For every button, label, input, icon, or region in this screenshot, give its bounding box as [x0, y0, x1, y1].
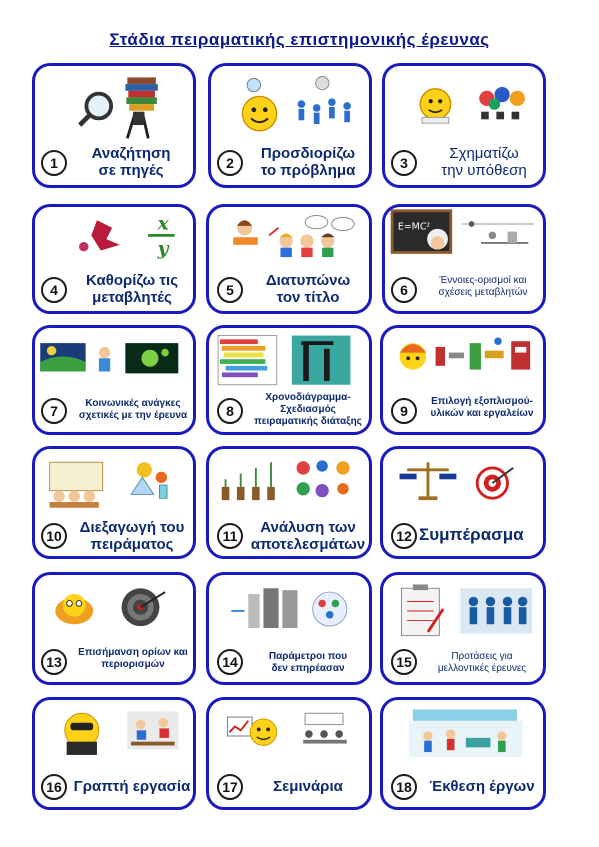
stage-card-10 — [32, 446, 196, 559]
stage-label: Προσδιορίζω το πρόβλημα — [260, 145, 356, 179]
stage-number: 2 — [217, 150, 243, 176]
stage-card-7 — [32, 325, 196, 435]
stage-card-18 — [380, 697, 546, 810]
stage-card-12 — [380, 446, 546, 559]
page-title: Στάδια πειραματικής επιστημονικής έρευνας — [109, 30, 490, 49]
stage-card-3 — [382, 63, 546, 188]
stage-number: 3 — [391, 150, 417, 176]
svg-text:E=MC²: E=MC² — [397, 221, 431, 233]
stage-label: Αναζήτηση σε πηγές — [91, 145, 171, 179]
stage-number: 7 — [41, 398, 67, 424]
stage-number: 8 — [217, 398, 243, 424]
stage-card-16 — [32, 697, 196, 810]
stage-card-1 — [32, 63, 196, 188]
stage-card-2 — [208, 63, 372, 188]
stage-label: Συμπέρασμα — [419, 525, 524, 544]
stage-number: 1 — [41, 150, 67, 176]
stage-card-17 — [206, 697, 372, 810]
stage-label: Γραπτή εργασία — [73, 778, 191, 795]
stage-number: 6 — [391, 277, 417, 303]
stage-label: Παράμετροι που δεν επηρέασαν — [268, 651, 348, 674]
stage-label: Προτάσεις για μελλοντικές έρευνες — [437, 651, 527, 674]
stage-card-11 — [206, 446, 372, 559]
stage-number: 11 — [217, 523, 243, 549]
stage-label: Διεξαγωγή του πειράματος — [79, 519, 185, 553]
stage-number: 5 — [217, 277, 243, 303]
stage-card-9 — [380, 325, 546, 435]
stage-label: Καθορίζω τις μεταβλητές — [86, 272, 178, 306]
stage-number: 4 — [41, 277, 67, 303]
stage-card-4 — [32, 204, 196, 314]
stage-number: 13 — [41, 649, 67, 675]
stage-number: 14 — [217, 649, 243, 675]
stage-card-5 — [206, 204, 372, 314]
stage-number: 17 — [217, 774, 243, 800]
stage-label: Ανάλυση των αποτελεσμάτων — [250, 519, 366, 553]
stage-label: Επισήμανση ορίων και περιορισμών — [78, 647, 188, 670]
stage-label: Σχηματίζω την υπόθεση — [441, 145, 527, 179]
stage-label: Σεμινάρια — [273, 778, 343, 795]
stage-card-14 — [206, 572, 372, 685]
stage-card-8 — [206, 325, 372, 435]
stage-label: Κοινωνικές ανάγκες σχετικές με την έρευνα — [78, 398, 188, 421]
stage-label: Επιλογή εξοπλισμού- υλικών και εργαλείων — [430, 396, 534, 419]
svg-text:y: y — [157, 237, 169, 260]
stage-card-6 — [382, 204, 546, 314]
stage-number: 16 — [41, 774, 67, 800]
stage-label: Διατυπώνω τον τίτλο — [265, 272, 351, 306]
stage-card-13 — [32, 572, 196, 685]
stage-label: Έκθεση έργων — [429, 778, 535, 795]
stage-label: Χρονοδιάγραμμα- Σχεδιασμός πειραματικής διάταξης — [254, 392, 362, 427]
stage-number: 18 — [391, 774, 417, 800]
stage-number: 15 — [391, 649, 417, 675]
stage-number: 9 — [391, 398, 417, 424]
stage-label: Έννοιες-ορισμοί και σχέσεις μεταβλητών — [438, 275, 528, 298]
stage-card-15 — [380, 572, 546, 685]
svg-text:x: x — [157, 212, 169, 235]
stage-number: 10 — [41, 523, 67, 549]
stage-number: 12 — [391, 523, 417, 549]
